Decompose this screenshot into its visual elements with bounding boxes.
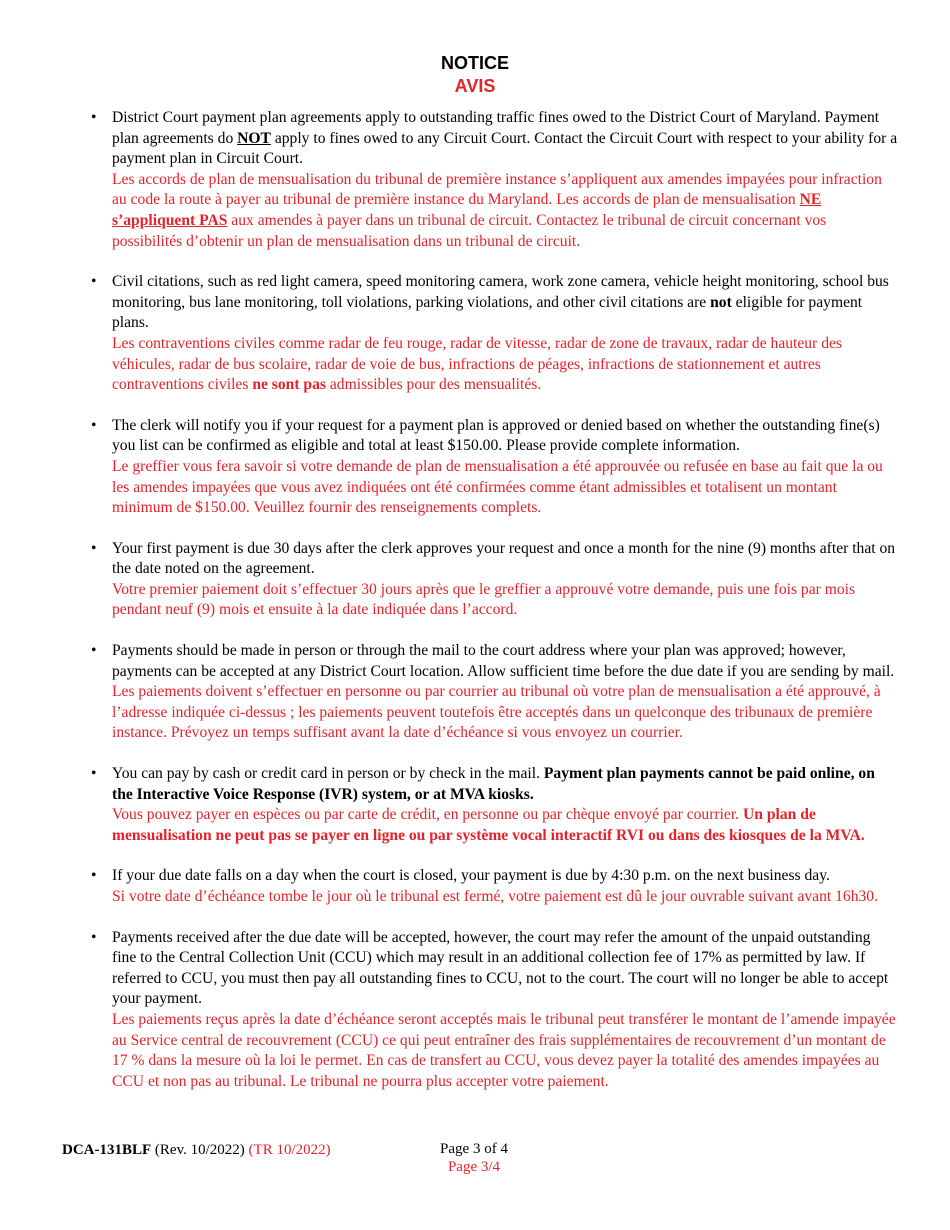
bullet-icon: • (91, 867, 97, 885)
item-text-fr: Les contraventions civiles comme radar de feu rouge, radar de vitesse, radar de zone de travaux, radar de hauteur des véhicules, radar de bus scolaire, radar de voie de bus, infractions de péages, infractions de stationnement et autres contraventions civiles ne sont pas admissibles pour des mensualités. (112, 334, 842, 394)
notice-item (91, 539, 898, 621)
item-text-en: District Court payment plan agreements apply to outstanding traffic fines owed to the District Court of Maryland. Payment plan agreements do NOT apply to fines owed to any Circuit Court. Contact the Circuit Court with respect to your ability for a payment plan in Circuit Court. (112, 109, 898, 168)
page-number-fr: Page 3/4 (447, 1159, 501, 1175)
notice-item (91, 641, 898, 744)
bullet-icon: • (91, 109, 97, 126)
item-text-en: The clerk will notify you if your request for a payment plan is approved or denied based on whether the outstanding fine(s) you list can be confirmed as eligible and total at least $150.00. Please provide complete information. (112, 416, 880, 455)
item-text-en: Civil citations, such as red light camera, speed monitoring camera, work zone camera, vehicle height monitoring, school bus monitoring, bus lane monitoring, toll violations, parking violations, and other civil citations are not eligible for payment plans. (112, 273, 889, 332)
item-text-fr: Votre premier paiement doit s’effectuer 30 jours après que le greffier a approuvé votre demande, puis une fois par mois pendant neuf (9) mois et ensuite à la date indiquée dans l’accord. (112, 580, 856, 619)
form-translation-revision: (TR 10/2022) (248, 1142, 331, 1158)
item-text-en: Your first payment is due 30 days after the clerk approves your request and once a month for the nine (9) months after that on the date noted on the agreement. (112, 539, 896, 578)
bullet-icon: • (91, 765, 97, 783)
bullet-icon: • (91, 539, 97, 557)
notice-item (91, 866, 898, 907)
item-text-en: You can pay by cash or credit card in person or by check in the mail. Payment plan payments cannot be paid online, on the Interactive Voice Response (IVR) system, or at MVA kiosks. (112, 765, 875, 803)
notice-title-fr: AVIS (454, 76, 496, 96)
bullet-icon: • (91, 273, 97, 291)
notice-item (91, 764, 898, 846)
notice-item (91, 108, 898, 252)
bullet-icon: • (91, 642, 97, 660)
item-text-en: Payments received after the due date will be accepted, however, the court may refer the amount of the unpaid outstanding fine to the Central Collection Unit (CCU) which may result in an additional collection fee of 17% as permitted by law. If referred to CCU, you must then pay all outstanding fines to CCU, not to the court. The court will no longer be able to accept your payment. (112, 928, 889, 1008)
notice-title: NOTICE (440, 53, 509, 73)
notice-list (0, 108, 950, 1112)
item-text-en: If your due date falls on a day when the court is closed, your payment is due by 4:30 p.m. on the next business day. (112, 867, 830, 885)
bullet-icon: • (91, 416, 97, 434)
bullet-icon: • (91, 928, 97, 946)
notice-item (91, 272, 898, 396)
notice-item (91, 416, 898, 519)
item-text-fr: Les paiements doivent s’effectuer en personne ou par courrier au tribunal où votre plan de mensualisation a été approuvé, à l’adresse indiquée ci-dessus ; les paiements peuvent toutefois être acceptés dans un quelconque des tribunaux de première instance. Prévoyez un temps suffisant avant la date d’échéance si vous envoyez un courrier. (112, 683, 881, 742)
item-text-fr: Vous pouvez payer en espèces ou par carte de crédit, en personne ou par chèque envoyé par courrier. Un plan de mensualisation ne peut pas se payer en ligne ou par système vocal interactif RVI ou dans des kiosques de la MVA. (112, 806, 865, 844)
form-revision: (Rev. 10/2022) (154, 1142, 245, 1158)
form-footer (62, 1141, 331, 1159)
page-number-en: Page 3 of 4 (440, 1141, 508, 1157)
item-text-en: Payments should be made in person or through the mail to the court address where your plan was approved; however, payments can be accepted at any District Court location. Allow sufficient time before the due date if you are sending by mail. (112, 642, 895, 680)
notice-item (91, 928, 898, 1093)
item-text-fr: Les accords de plan de mensualisation du tribunal de première instance s’appliquent aux amendes impayées pour infraction au code la route à payer au tribunal de première instance du Maryland. Les accords de plan de mensualisation NE s’appliquent PAS aux amendes à payer dans un tribunal de circuit. Contactez le tribunal de circuit concernant vos possibilités d’obtenir un plan de mensualisation dans un tribunal de circuit. (112, 170, 882, 250)
item-text-fr: Les paiements reçus après la date d’échéance seront acceptés mais le tribunal peut transférer le montant de l’amende impayée au Service central de recouvrement (CCU) ce qui peut entraîner des frais supplémentaires de recouvrement d’un montant de 17 % dans la mesure où la loi le permet. En cas de transfert au CCU, vous devez payer la totalité des amendes impayées au CCU et non pas au tribunal. Le tribunal ne pourra plus accepter votre paiement. (112, 1010, 896, 1090)
form-id: DCA-131BLF (62, 1142, 152, 1158)
item-text-fr: Si votre date d’échéance tombe le jour où le tribunal est fermé, votre paiement est dû le jour ouvrable suivant avant 16h30. (112, 888, 879, 905)
item-text-fr: Le greffier vous fera savoir si votre demande de plan de mensualisation a été approuvée ou refusée en base au fait que la ou les amendes impayées que vous avez indiquées ont été confirmées comme étant admissibles et totalisent un montant minimum de $150.00. Veuillez fournir des renseignements complets. (112, 457, 883, 517)
page-number (438, 1140, 510, 1176)
